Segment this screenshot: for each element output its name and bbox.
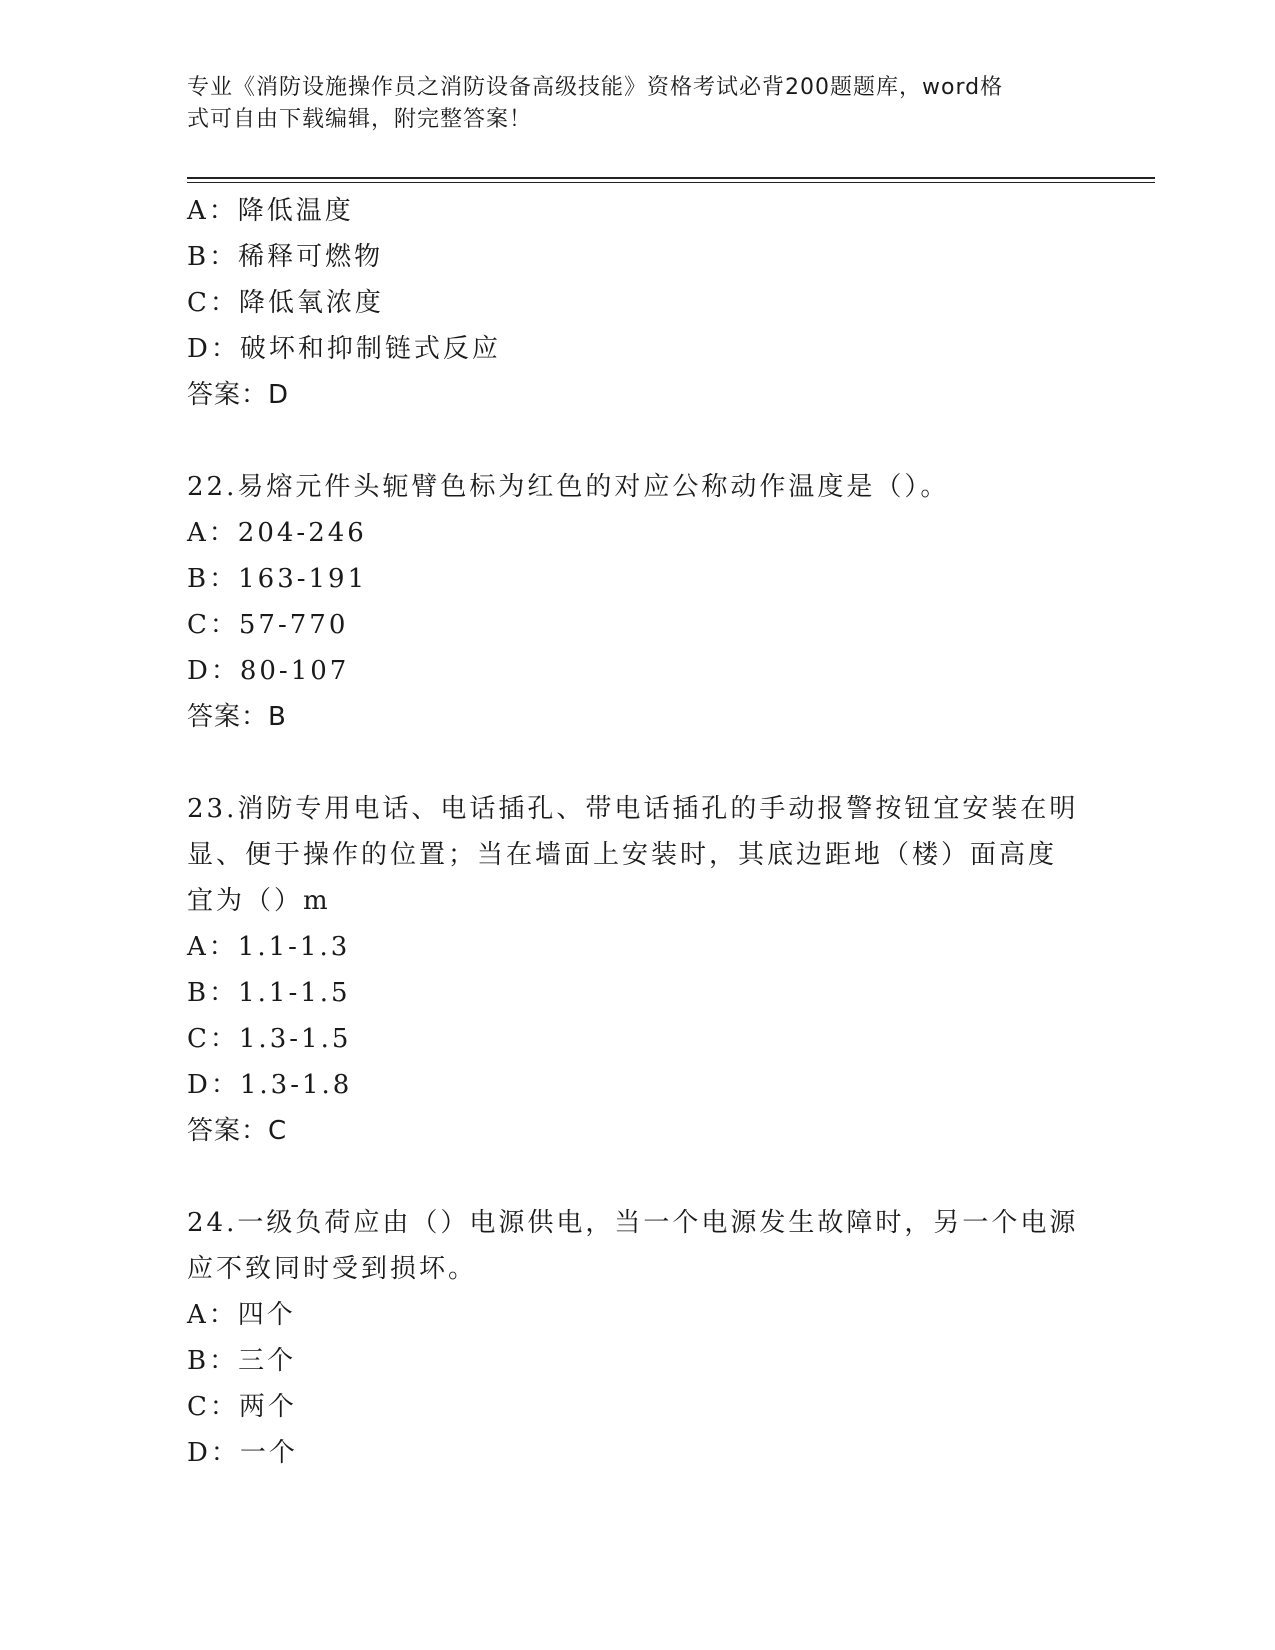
option-c: C：57-770 bbox=[187, 610, 349, 640]
answer: 答案：D bbox=[187, 380, 290, 410]
question-text-line-3: 宜为（）m bbox=[187, 886, 331, 916]
answer: 答案：B bbox=[187, 702, 287, 732]
header-divider-thick bbox=[187, 177, 1155, 179]
header-line-1: 专业《消防设施操作员之消防设备高级技能》资格考试必背200题题库，word格 bbox=[187, 75, 1004, 100]
header-divider-thin bbox=[187, 182, 1155, 183]
option-a: A：204-246 bbox=[187, 518, 367, 548]
option-c: C：降低氧浓度 bbox=[187, 288, 384, 318]
header-line-2: 式可自由下载编辑，附完整答案！ bbox=[187, 107, 533, 132]
spacer bbox=[187, 1154, 1087, 1200]
option-d: D：一个 bbox=[187, 1438, 298, 1468]
question-23 bbox=[187, 786, 1087, 1154]
question-text-line-1: 22.易熔元件头轭臂色标为红色的对应公称动作温度是（）。 bbox=[187, 472, 950, 502]
question-text-line-2: 应不致同时受到损坏。 bbox=[187, 1254, 478, 1284]
option-b: B：三个 bbox=[187, 1346, 297, 1376]
question-21 bbox=[187, 188, 1087, 418]
option-b: B：1.1-1.5 bbox=[187, 978, 351, 1008]
question-22 bbox=[187, 464, 1087, 740]
question-list bbox=[187, 188, 1087, 1476]
option-d: D：破坏和抑制链式反应 bbox=[187, 334, 501, 364]
question-text-line-2: 显、便于操作的位置；当在墙面上安装时，其底边距地（楼）面高度 bbox=[187, 840, 1058, 870]
option-b: B：稀释可燃物 bbox=[187, 242, 384, 272]
option-a: A：降低温度 bbox=[187, 196, 354, 226]
question-text-line-1: 23.消防专用电话、电话插孔、带电话插孔的手动报警按钮宜安装在明 bbox=[187, 794, 1079, 824]
option-b: B：163-191 bbox=[187, 564, 368, 594]
document-header bbox=[187, 72, 1067, 136]
option-d: D：80-107 bbox=[187, 656, 350, 686]
answer: 答案：C bbox=[187, 1116, 288, 1146]
option-c: C：1.3-1.5 bbox=[187, 1024, 352, 1054]
spacer bbox=[187, 740, 1087, 786]
question-24 bbox=[187, 1200, 1087, 1476]
option-a: A：1.1-1.3 bbox=[187, 932, 351, 962]
option-c: C：两个 bbox=[187, 1392, 297, 1422]
option-d: D：1.3-1.8 bbox=[187, 1070, 353, 1100]
option-a: A：四个 bbox=[187, 1300, 296, 1330]
spacer bbox=[187, 418, 1087, 464]
question-text-line-1: 24.一级负荷应由（）电源供电，当一个电源发生故障时，另一个电源 bbox=[187, 1208, 1079, 1238]
